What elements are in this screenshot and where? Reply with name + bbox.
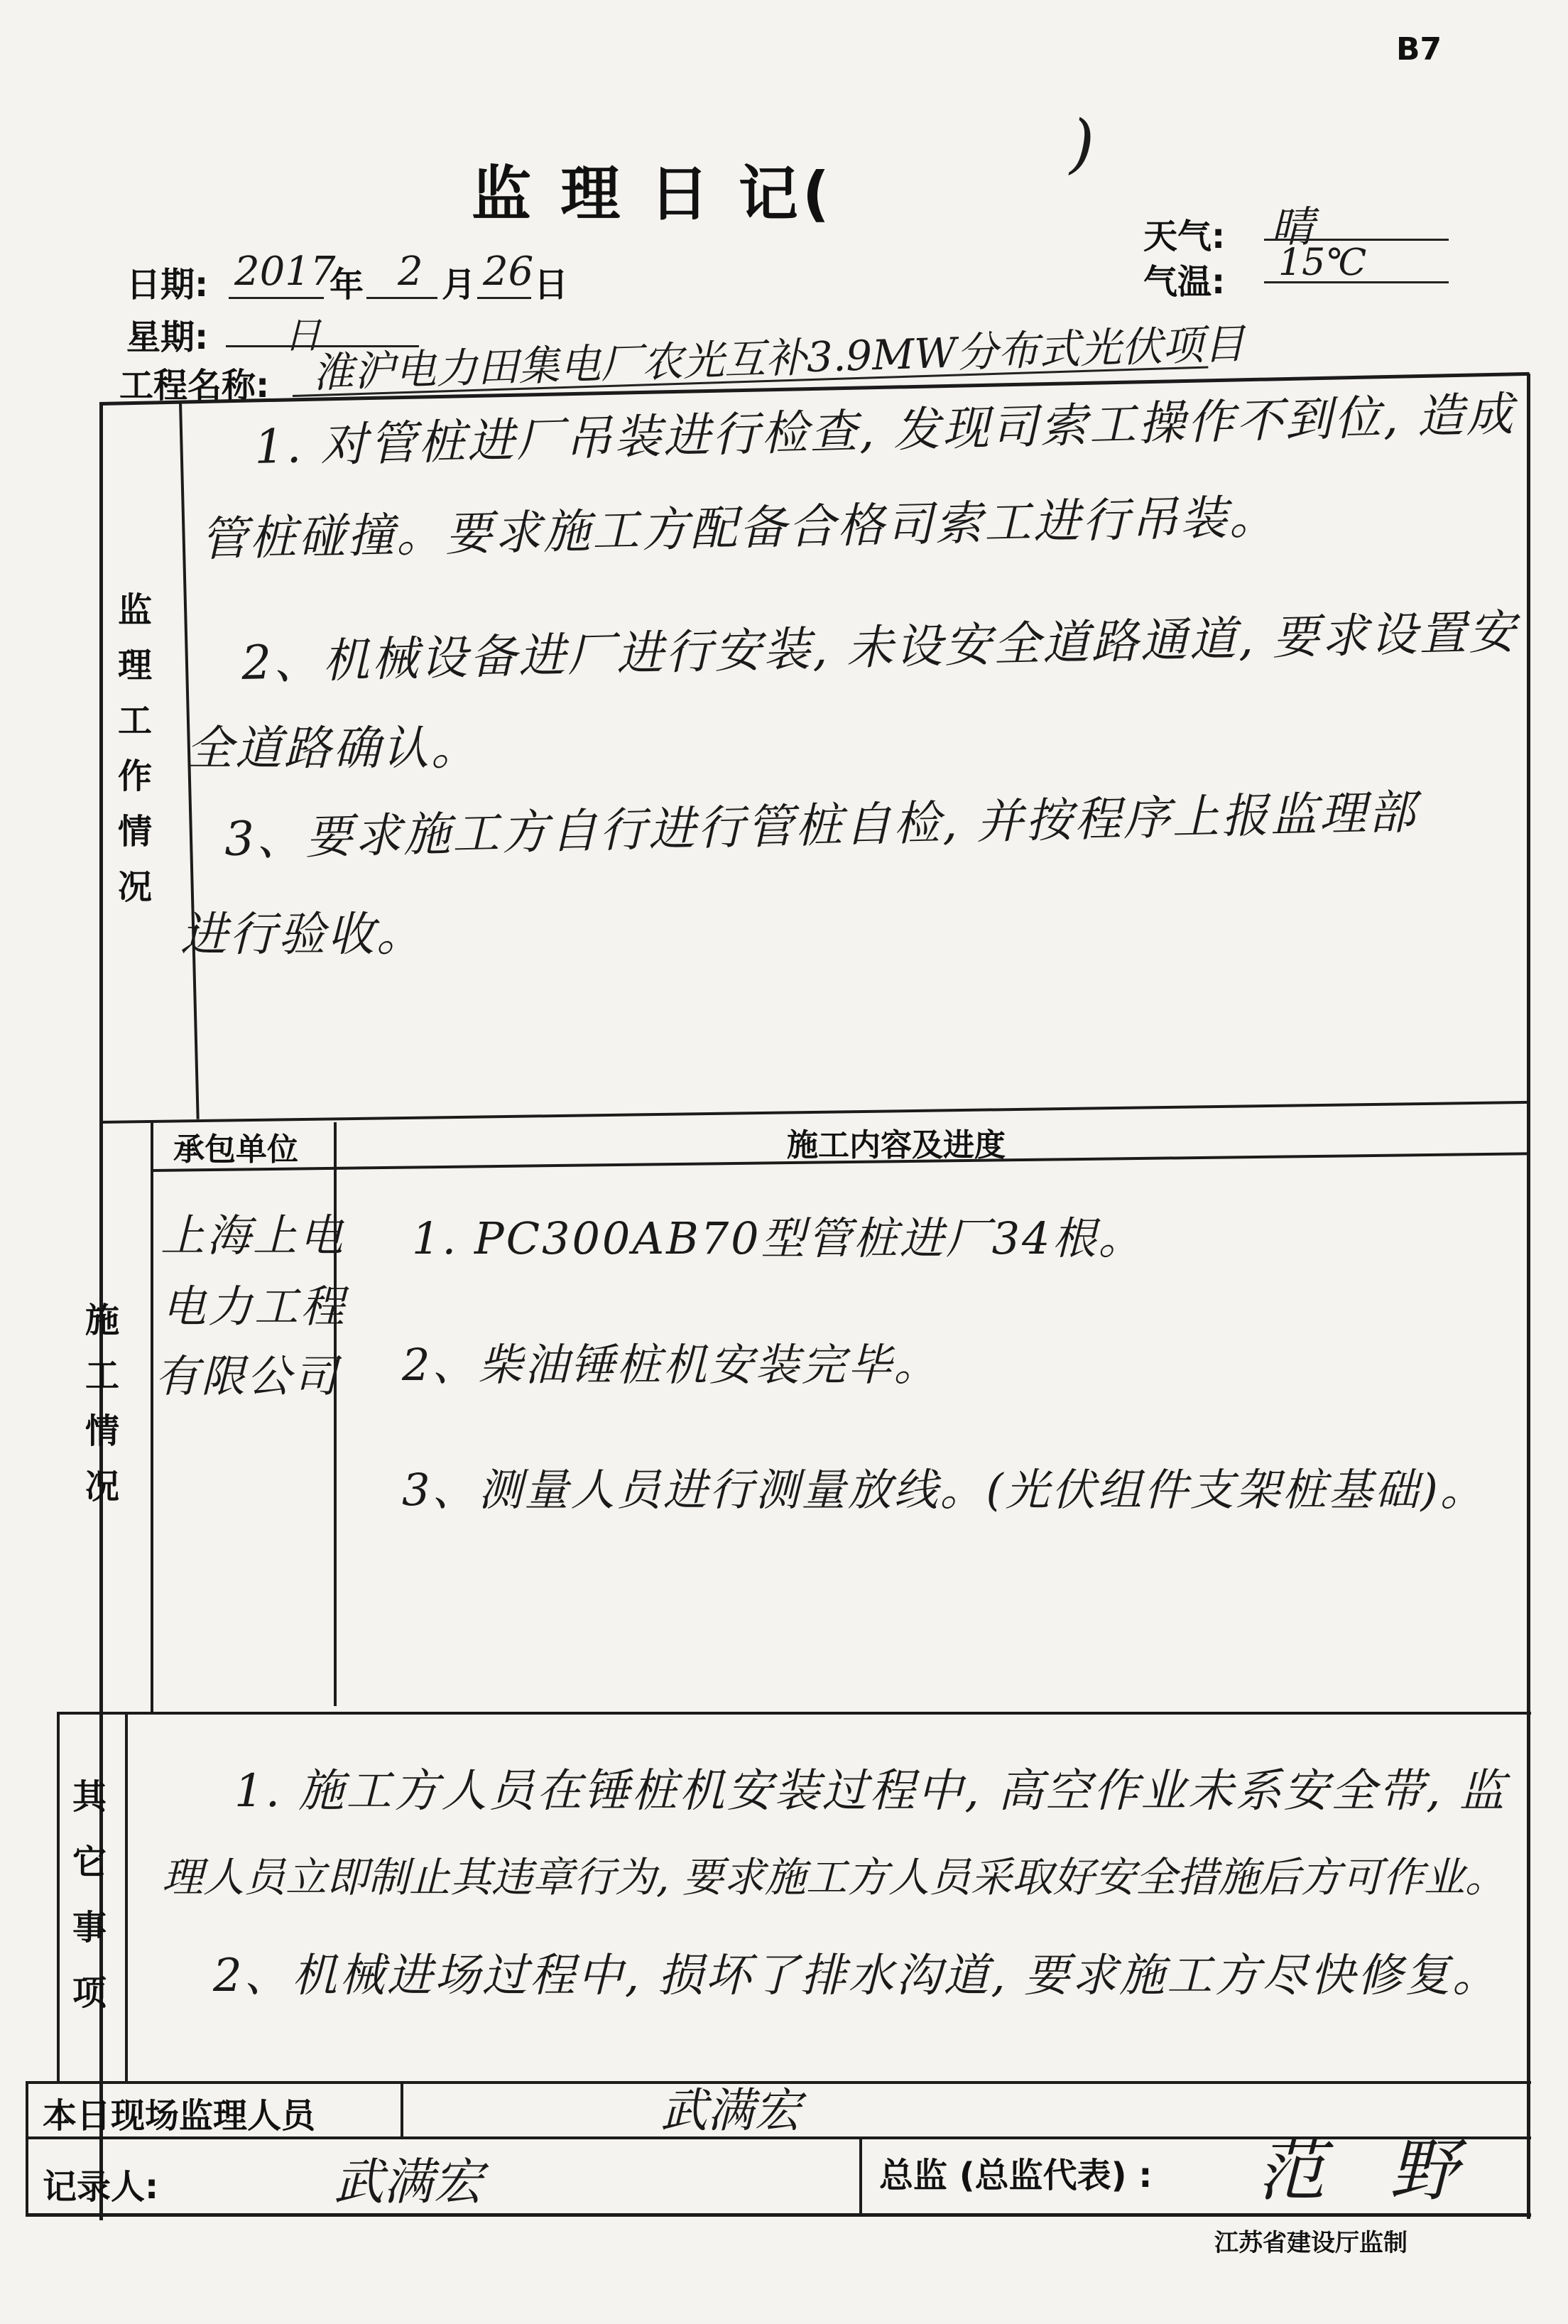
other-line: 2、机械进场过程中, 损坏了排水沟道, 要求施工方尽快修复。 — [213, 1950, 1501, 2002]
progress-header: 施工内容及进度 — [787, 1127, 1006, 1163]
temp-label: 气温: — [1143, 262, 1226, 302]
weather-underline — [1264, 239, 1449, 241]
project-label: 工程名称: — [119, 366, 270, 406]
supervision-line: 3、要求施工方自行进行管桩自检, 并按程序上报监理部 — [224, 784, 1418, 867]
date-label: 日期: — [126, 265, 209, 305]
supervision-line: 2、机械设备进厂进行安装, 未设安全道路通道, 要求设置安 — [241, 604, 1518, 690]
weather-label: 天气: — [1143, 217, 1226, 256]
weather-value: 晴 — [1271, 202, 1314, 252]
contractor-line: 电力工程 — [162, 1281, 347, 1332]
chief-signature: 范 野 — [1257, 2131, 1479, 2210]
progress-line: 1. PC300AB70型管桩进厂34根。 — [412, 1212, 1145, 1264]
date-year-unit: 年 — [330, 265, 364, 305]
other-left-border — [57, 1713, 60, 2083]
form-code: B7 — [1396, 31, 1442, 67]
supervision-line: 管桩碰撞。要求施工方配备合格司索工进行吊装。 — [200, 489, 1279, 567]
staff-label-divider — [401, 2083, 403, 2138]
progress-line: 3、测量人员进行测量放线。(光伏组件支架桩基础)。 — [402, 1464, 1486, 1516]
table-right-border — [1527, 374, 1530, 2219]
progress-line: 2、柴油锤桩机安装完毕。 — [402, 1339, 940, 1391]
date-month-underline — [366, 297, 437, 299]
weekday-value: 日 — [284, 315, 322, 357]
page-title: 监 理 日 记( — [472, 159, 834, 229]
weekday-label: 星期: — [126, 317, 209, 357]
contractor-header: 承包单位 — [173, 1131, 298, 1168]
temp-underline — [1264, 281, 1449, 283]
date-month-unit: 月 — [442, 265, 477, 305]
temp-value: 15℃ — [1278, 241, 1367, 284]
construction-row-divider — [57, 1712, 1531, 1715]
other-label: 其 它 事 项 — [72, 1777, 107, 2013]
supervision-line: 全道路确认。 — [186, 721, 480, 776]
title-paren-close: ) — [1069, 107, 1095, 181]
other-label-divider — [125, 1713, 128, 2083]
construction-label: 施 工 情 况 — [85, 1301, 119, 1506]
date-month: 2 — [398, 249, 423, 295]
contractor-line: 上海上电 — [160, 1210, 346, 1261]
date-year-underline — [229, 297, 324, 299]
date-day-unit: 日 — [534, 265, 569, 305]
date-day: 26 — [483, 249, 534, 295]
supervision-line: 进行验收。 — [180, 907, 425, 962]
supervision-label: 监 理 工 作 情 况 — [117, 590, 152, 907]
supervision-line: 1. 对管桩进厂吊装进行检查, 发现司索工操作不到位, 造成 — [254, 386, 1516, 474]
footer-left-border — [26, 2081, 28, 2216]
contractor-line: 有限公司 — [155, 1350, 340, 1402]
staff-label: 本日现场监理人员 — [43, 2096, 316, 2136]
other-line: 理人员立即制止其违章行为, 要求施工方人员采取好安全措施后方可作业。 — [162, 1853, 1506, 1901]
date-year: 2017 — [234, 249, 336, 295]
project-value: 淮沪电力田集电厂农光互补3.9MW分布式光伏项目 — [312, 319, 1246, 397]
date-day-underline — [477, 297, 531, 299]
chief-label: 总监 (总监代表) : — [879, 2156, 1153, 2195]
recorder-chief-divider — [859, 2138, 862, 2215]
other-line: 1. 施工方人员在锤桩机安装过程中, 高空作业未系安全带, 监 — [234, 1765, 1507, 1818]
staff-value: 武满宏 — [660, 2083, 801, 2138]
construction-label-divider — [151, 1122, 153, 1712]
recorder-value: 武满宏 — [334, 2153, 483, 2211]
issuer-text: 江苏省建设厅监制 — [1214, 2229, 1408, 2257]
recorder-label: 记录人: — [43, 2167, 159, 2207]
